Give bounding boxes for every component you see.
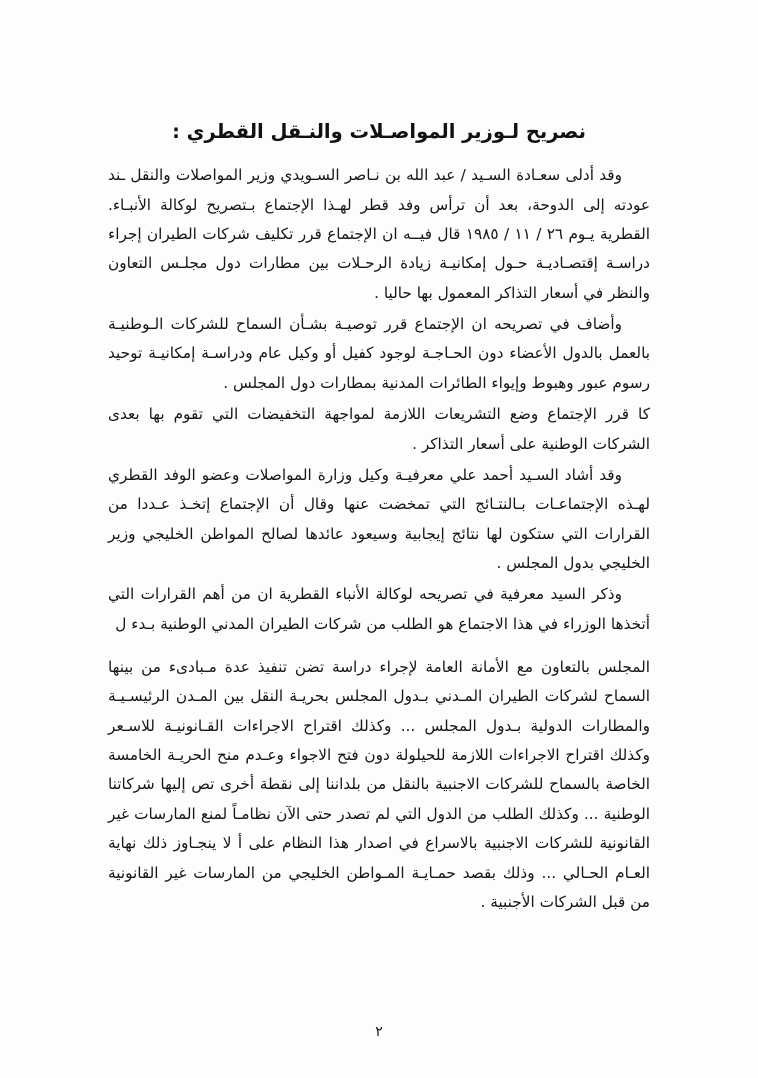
paragraph: المجلس بالتعاون مع الأمانة العامة لإجراء دراسة تضن تنفيذ عدة مـبادىء من بينها السماح لشركات الطيران المـدني بـدول المجلس بحريـة النقل بين المـدن الرئيسـيـة والمطارات الدولية بـدول المجلس ... وكذلك اقتراح الاجراءات القـانونيـة للاسـعر وكذلك اقتراح الاجراءات اللازمة للحيلولة دون فتح الاجواء وعـدم منح الحريـة الخامسة الخاصة بالسماح للشركات الاجنبية بالنقل من بلداننا إلى نقطة أخرى تص إليها شركاتنا الوطنية ... وكذلك الطلب من الدول التي لم تصدر حتى الآن نظامـاً لمنع المارسات غير القانونية للشركات الاجنبية بالاسراع في اصدار هذا النظام على أ لا ينجـاوز ذلك نهاية العـام الحـالي ... وذلك بقصد حمـايـة المـواطن الخليجي من المارسات غير القانونية من قبل الشركات الأجنبية . bbox=[108, 658, 650, 911]
paragraph: وأضاف في تصريحه ان الإجتماع قرر توصيـة بشـأن السماح للشركات الـوطنيـة بالعمل بالدول الأعضاء دون الحـاجـة لوجود كفيل أو وكيل عام ودراسـة إمكانيـة توحيد رسوم عبور وهبوط وإيواء الطائرات المدنية بمطارات دول المجلس . bbox=[108, 315, 650, 392]
page-title: نصريح لـوزير المواصـلات والنـقل القطري : bbox=[172, 120, 586, 143]
paragraph: وذكر السيد معرفية في تصريحه لوكالة الأنباء القطرية ان من أهم القرارات التي أتخذها الوزراء في هذا الاجتماع هو الطلب من شركات الطيران المدني الوطنية بـدء ل bbox=[108, 585, 650, 633]
page-number: ٢ bbox=[375, 1024, 383, 1040]
document-body bbox=[108, 118, 650, 919]
paragraph: كا قرر الإجتماع وضع التشريعات اللازمة لمواجهة التخفيضات التي تقوم بها بعدى الشركات الوطنية على أسعار التذاكر . bbox=[108, 405, 650, 453]
paragraph: وقد أدلى سعـادة السـيد / عبد الله بن نـاصر السـويدي وزير المواصلات والنقل ـند عودته إلى الدوحة، بعد أن ترأس وفد قطر لهـذا الإجتماع بـتصريح لوكالة الأنبـاء. القطرية يـوم ٢٦ / ١١ / ١٩٨٥ قال فيــه ان الإجتماع قرر تكليف شركات الطيران إجراء دراسـة إقتصـاديـة حـول إمكانيـة زيادة الرحـلات بين مطارات دول مجلـس التعاون والنظر في أسعار التذاكر المعمول بها حاليا . bbox=[108, 166, 650, 302]
paragraph: وقد أشاد السـيد أحمد علي معرفيـة وكيل وزارة المواصلات وعضو الوفد القطري لهـذه الإجتماعـات بـالنتـائج التي تمخضت عنها وقال أن الإجتماع إتخـذ عـددا من القرارات التي ستكون لها نتائج إيجابية وسيعود عائدها لصالح المواطن الخليجي وزير الخليجي بدول المجلس . bbox=[108, 465, 650, 572]
